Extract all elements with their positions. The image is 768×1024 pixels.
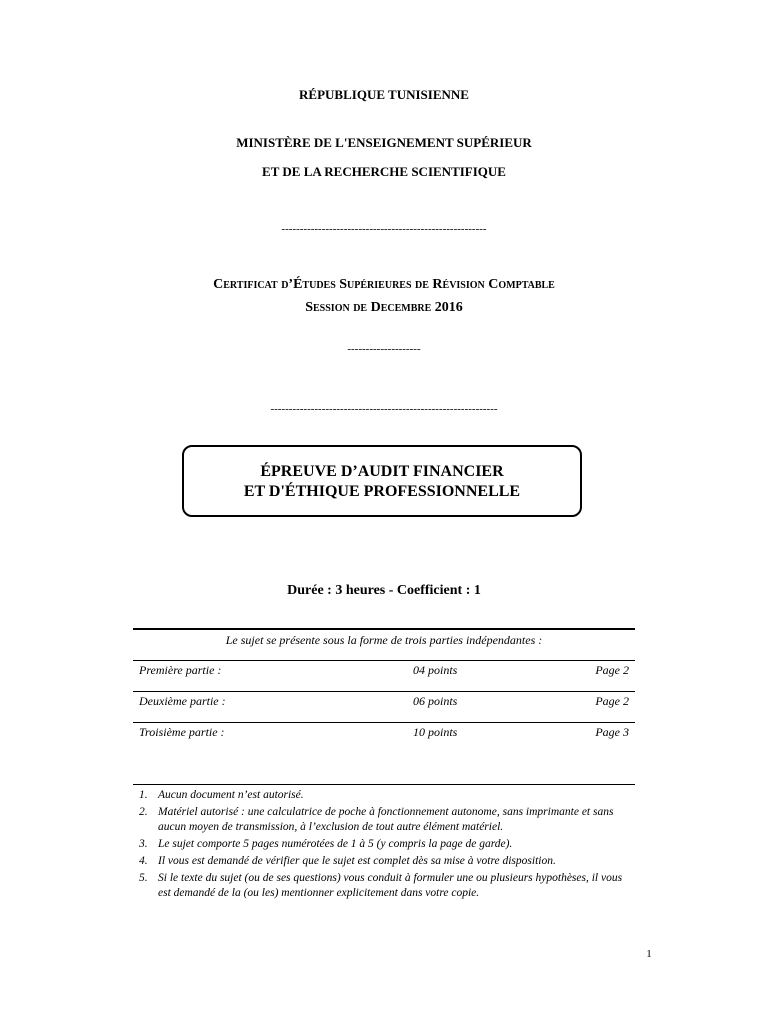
instruction-text: Matériel autorisé : une calculatrice de poche à fonctionnement autonome, sans imprimante et sans aucun moyen de transmission, à l’exclusion de tout autre élément matériel. bbox=[158, 806, 614, 833]
parts-table bbox=[133, 628, 635, 753]
instruction-text: Il vous est demandé de vérifier que le sujet est complet dès sa mise à votre disposition. bbox=[158, 855, 556, 867]
list-item bbox=[133, 837, 635, 852]
instructions-top-rule bbox=[133, 784, 635, 785]
exam-title-line-2: ET D'ÉTHIQUE PROFESSIONNELLE bbox=[243, 483, 521, 500]
session-title: Session de Decembre 2016 bbox=[305, 300, 463, 315]
separator-1: -------------------------------------------------------- bbox=[281, 223, 487, 235]
exam-title-line-1: ÉPREUVE D’AUDIT FINANCIER bbox=[260, 463, 504, 480]
instruction-number: 2. bbox=[139, 806, 148, 818]
exam-title-box bbox=[182, 445, 582, 517]
country-name: RÉPUBLIQUE TUNISIENNE bbox=[299, 87, 469, 102]
table-row bbox=[133, 723, 635, 753]
page-number: 1 bbox=[646, 948, 652, 960]
instruction-text: Si le texte du sujet (ou de ses questions) vous conduit à formuler une ou plusieurs hypothèses, il vous est demandé de la (ou les) mentionner explicitement dans votre copie. bbox=[158, 872, 623, 899]
instruction-number: 3. bbox=[139, 838, 148, 850]
list-item bbox=[133, 788, 635, 803]
parts-table-intro: Le sujet se présente sous la forme de trois parties indépendantes : bbox=[133, 630, 635, 661]
table-row bbox=[133, 661, 635, 692]
exam-duration: Durée : 3 heures - Coefficient : 1 bbox=[287, 583, 481, 598]
part-page: Page 2 bbox=[595, 694, 629, 708]
ministry-line-1: MINISTÈRE DE L'ENSEIGNEMENT SUPÉRIEUR bbox=[236, 135, 532, 150]
certificate-title: Certificat d’Études Supérieures de Révision Comptable bbox=[213, 277, 555, 292]
separator-3: -------------------------------------------------------------- bbox=[270, 403, 498, 415]
list-item bbox=[133, 805, 635, 835]
instruction-text: Le sujet comporte 5 pages numérotées de 1 à 5 (y compris la page de garde). bbox=[158, 838, 513, 850]
instruction-text: Aucun document n’est autorisé. bbox=[158, 789, 304, 801]
separator-2: -------------------- bbox=[347, 343, 421, 355]
part-name: Deuxième partie : bbox=[139, 694, 226, 708]
part-name: Troisième partie : bbox=[139, 725, 225, 739]
table-row bbox=[133, 692, 635, 723]
part-page: Page 3 bbox=[595, 725, 629, 739]
part-page: Page 2 bbox=[595, 663, 629, 677]
instructions-list bbox=[133, 788, 635, 901]
ministry-line-2: ET DE LA RECHERCHE SCIENTIFIQUE bbox=[262, 164, 506, 179]
instruction-number: 5. bbox=[139, 872, 148, 884]
instruction-number: 4. bbox=[139, 855, 148, 867]
part-points: 06 points bbox=[413, 694, 458, 708]
instruction-number: 1. bbox=[139, 789, 148, 801]
list-item bbox=[133, 854, 635, 869]
list-item bbox=[133, 871, 635, 901]
part-name: Première partie : bbox=[139, 663, 222, 677]
instructions-block bbox=[133, 784, 635, 903]
part-points: 10 points bbox=[413, 725, 458, 739]
part-points: 04 points bbox=[413, 663, 458, 677]
